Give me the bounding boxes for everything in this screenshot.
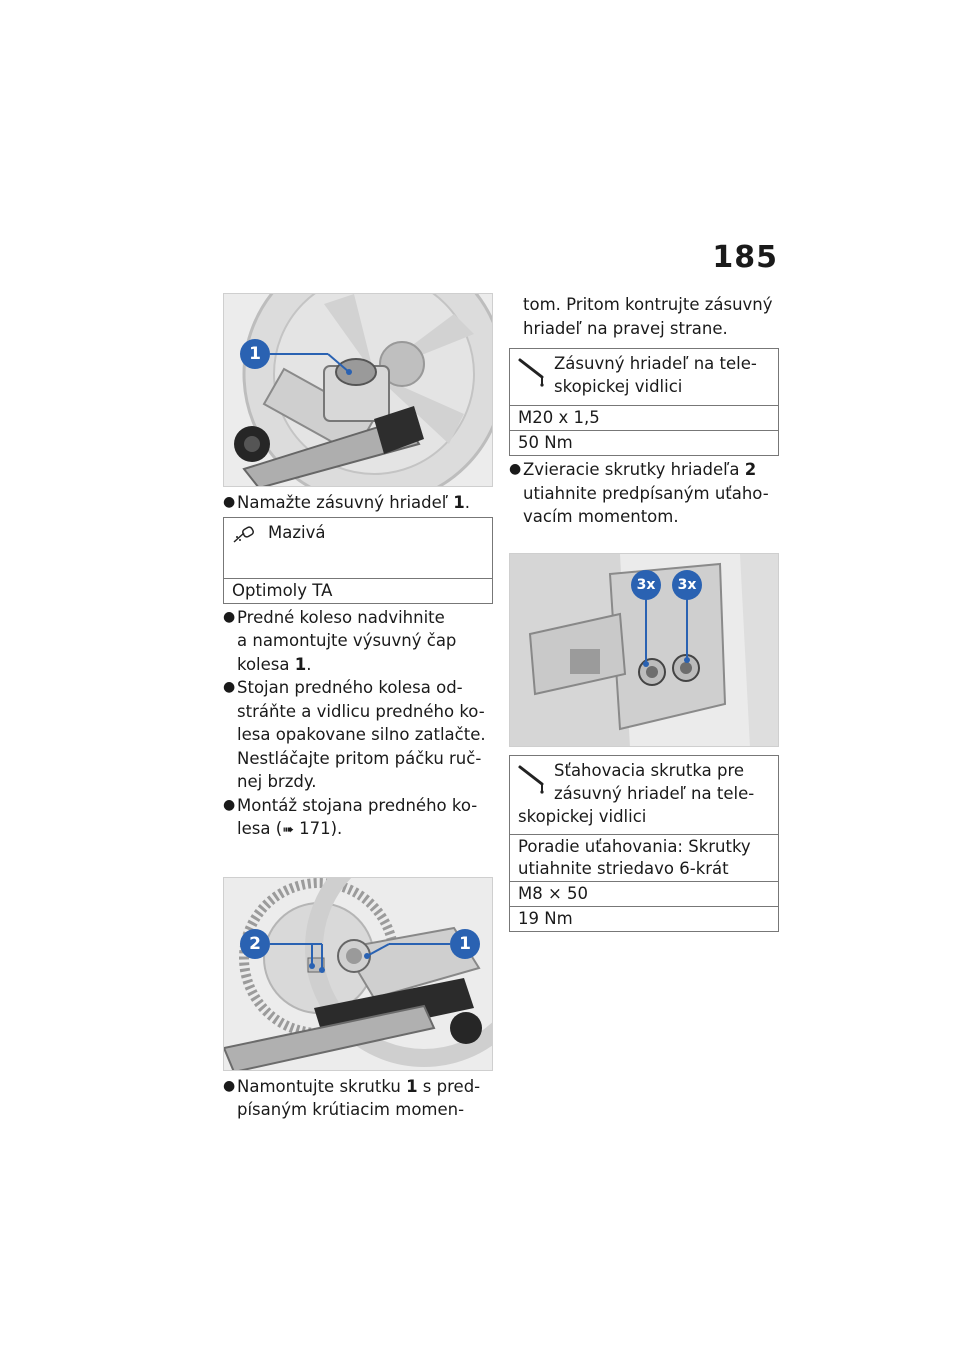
page-number: 185 <box>712 240 778 275</box>
step-line: Predné koleso nadvihnite <box>237 607 445 627</box>
step-line: nej brzdy. <box>237 772 317 791</box>
figure3-callout-3x-a: 3x <box>636 576 656 593</box>
thread-size: M20 x 1,5 <box>510 406 779 431</box>
step-line: lesa opakovane silno zatlačte. <box>237 725 486 744</box>
figure2-callout-2: 2 <box>249 933 261 954</box>
torque-wrench-icon <box>518 764 548 800</box>
bullet-dot: ● <box>223 494 236 510</box>
bullet-dot: ● <box>223 796 236 813</box>
step-grease-axle <box>223 491 493 515</box>
bullet-dot: ● <box>509 461 522 477</box>
step-tail: . <box>464 493 470 512</box>
step-line: a namontujte výsuvný čap <box>237 631 457 650</box>
step-line: stráňte a vidlicu predného ko- <box>237 701 485 721</box>
header-line: Zásuvný hriadeľ na tele- <box>554 354 757 373</box>
bullet-dot: ● <box>223 608 236 625</box>
header-line: skopickej vidlici <box>554 377 683 396</box>
lubricant-table-header <box>224 517 493 578</box>
step-line: Zvieracie skrutky hriadeľa <box>523 460 745 479</box>
step-line: lesa ( <box>237 819 283 838</box>
torque-table-clamp-header <box>510 755 779 834</box>
step-line: kolesa <box>237 654 295 674</box>
bullet-dot: ● <box>223 1077 236 1094</box>
figure1-callout-1: 1 <box>249 344 261 364</box>
continuation-text <box>509 293 779 340</box>
step-line: utiahnite predpísaným uťaho- <box>523 483 769 503</box>
header-line: Sťahovacia skrutka pre <box>554 760 745 780</box>
ref-number: 2 <box>744 460 757 479</box>
figure3-callout-3x-b: 3x <box>677 576 697 593</box>
bullet-dot: ● <box>223 679 236 695</box>
torque-table-axle-header <box>510 349 779 406</box>
step-install-bolt <box>223 1075 493 1122</box>
torque-table-clamp <box>509 755 779 932</box>
step-line: Stojan predného kolesa od- <box>237 678 463 697</box>
step-lift-wheel <box>223 606 493 677</box>
step-line: vacím momentom. <box>523 507 679 526</box>
step-tail: . <box>306 654 312 674</box>
header-line: zásuvný hriadeľ na tele- <box>554 783 755 803</box>
step-tighten-clamp <box>509 458 779 529</box>
lubricant-table <box>223 517 493 604</box>
figure2-callout-1: 1 <box>459 933 471 954</box>
torque-table-axle <box>509 348 779 456</box>
torque-value: 50 Nm <box>510 431 779 456</box>
step-text: Namažte zásuvný hriadeľ <box>237 493 454 512</box>
step-line: s pred- <box>417 1076 481 1096</box>
ref-number: 1 <box>294 654 307 674</box>
right-column <box>509 293 779 934</box>
step-line: Montáž stojana predného ko- <box>237 795 478 815</box>
figure-install-bolt <box>223 877 493 1071</box>
text-line: hriadeľ na pravej strane. <box>523 318 728 338</box>
lubricant-value: Optimoly TA <box>224 578 493 603</box>
lubricant-header-label: Mazivá <box>268 522 326 542</box>
step-remove-stand <box>223 676 493 794</box>
bolt-size: M8 × 50 <box>510 881 779 906</box>
torque-wrench-icon <box>518 357 548 393</box>
ref-number: 1 <box>406 1076 418 1096</box>
step-line: písaným krútiacim momen- <box>237 1100 465 1119</box>
figure-insert-axle <box>223 293 493 487</box>
page-reference-arrow-icon[interactable]: ➠ <box>282 822 294 838</box>
step-line: Namontujte skrutku <box>237 1076 407 1096</box>
page-reference[interactable]: 171). <box>293 819 343 838</box>
lubricant-icon <box>232 526 256 550</box>
left-column <box>223 293 493 1122</box>
header-line: skopickej vidlici <box>518 806 647 826</box>
torque-value: 19 Nm <box>510 906 779 931</box>
text-line: tom. Pritom kontrujte zásuvný <box>523 295 773 314</box>
step-line: Nestláčajte pritom páčku ruč- <box>237 748 482 768</box>
step-mount-stand <box>223 794 493 843</box>
tightening-sequence: Poradie uťahovania: Skrutky utiahnite striedavo 6-krát <box>510 834 779 881</box>
figure-clamp-bolts <box>509 553 779 747</box>
ref-number: 1 <box>453 493 465 512</box>
